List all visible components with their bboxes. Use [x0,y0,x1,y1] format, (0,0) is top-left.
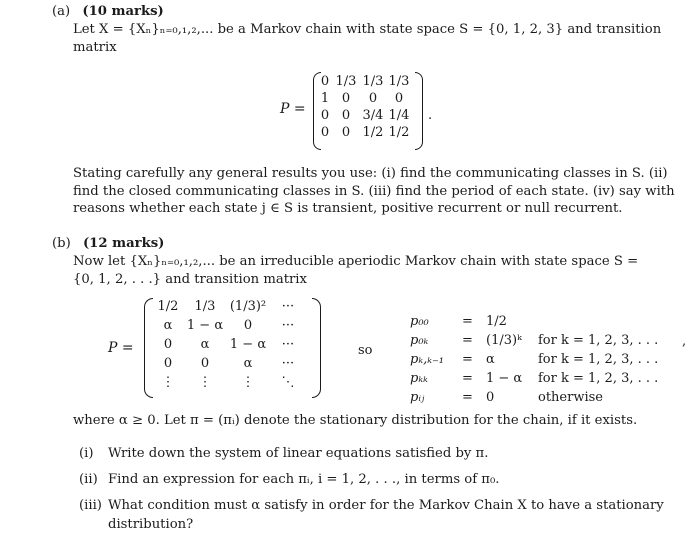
part-a-question-line2: find the closed communicating classes in S. (iii) find the period of each state. (iv) say with [73,183,675,199]
matrix-b-cell: 0 [163,337,173,352]
matrix-b-cell: ⋱ [281,375,295,390]
equation-rhs: (1/3)ᵏ [486,333,522,348]
question-text: What condition must α satisfy in order for the Markov Chain X to have a stationary [108,498,664,513]
matrix-b-cell: 1/2 [157,299,179,314]
matrix-b-cell: 0 [163,356,173,371]
part-a-intro-line2: matrix [73,39,117,55]
matrix-b-cell: α [200,337,210,352]
matrix-a-cell: 1/2 [388,125,410,140]
matrix-b-cell: ··· [281,318,295,333]
equation-condition: for k = 1, 2, 3, . . . [538,352,659,367]
matrix-a-right-paren [415,72,423,150]
question-text: Write down the system of linear equations satisfied by π. [108,446,489,461]
matrix-a [280,70,460,152]
transition-equations [410,314,700,404]
matrix-b-cell: ··· [281,299,295,314]
matrix-a-cell: 1/4 [388,108,410,123]
where-line: where α ≥ 0. Let π = (πᵢ) denote the stationary distribution for the chain, if it exists. [73,413,638,428]
part-b-intro-line1: Now let {Xₙ}ₙ₌₀,₁,₂,... be an irreducible aperiodic Markov chain with state space S = [73,254,639,269]
equation-rhs: 1 − α [486,371,523,386]
matrix-b-cell: 0 [200,356,210,371]
equation-rhs: 1/2 [486,314,507,329]
matrix-b-cell: 1 − α [186,318,224,333]
matrix-b-cell: 0 [243,318,253,333]
part-a [0,0,700,230]
part-a-question-line3: reasons whether each state j ∈ S is transient, positive recurrent or null recurrent. [73,201,623,216]
matrix-a-cell: 1/2 [362,125,384,140]
part-a-question [73,165,683,218]
part-b-intro-line2: {0, 1, 2, . . .} and transition matrix [73,271,307,287]
matrix-b-right-paren [312,298,321,398]
matrix-a-cell: 0 [368,91,378,106]
equation-relation: = [462,352,473,367]
equation-lhs: pᵢⱼ [410,390,425,405]
question-text: distribution? [108,517,194,532]
question-number: (ii) [79,472,98,487]
question-number: (i) [79,446,94,461]
matrix-a-cell: 0 [394,91,404,106]
equation-condition: for k = 1, 2, 3, . . . [538,333,659,348]
equation-rhs: 0 [486,390,495,405]
matrix-a-cell: 0 [341,108,351,123]
part-a-question-line1: Stating carefully any general results you use: (i) find the communicating classes in S. (ii) [73,166,668,181]
equation-condition: otherwise [538,390,603,405]
matrix-a-cell: 1/3 [362,74,384,89]
matrix-a-cell: 0 [320,74,330,89]
matrix-b-cell: ⋮ [198,375,212,390]
part-b-questions [73,446,693,536]
matrix-a-period: . [428,108,433,123]
matrix-a-cell: 0 [341,91,351,106]
equation-relation: = [462,371,473,386]
part-a-label: (a) [52,4,71,19]
equations-comma: , [682,334,687,349]
matrix-a-cell: 1 [320,91,330,106]
matrix-b-cell: ··· [281,337,295,352]
matrix-a-cell: 3/4 [362,108,384,123]
part-b-header [52,235,164,253]
matrix-b-cell: ··· [281,356,295,371]
matrix-b-cell: ⋮ [241,375,255,390]
equation-lhs: pₖ,ₖ₋₁ [410,352,445,367]
matrix-b-cell: 1 − α [229,337,267,352]
part-a-header [52,3,164,21]
part-b-intro [73,253,683,288]
so-label: so [358,343,373,358]
part-a-intro [73,21,673,56]
part-b [0,230,700,538]
equation-relation: = [462,333,473,348]
matrix-a-cell: 1/3 [388,74,410,89]
equation-lhs: pₖₖ [410,371,428,386]
equation-relation: = [462,314,473,329]
question-text: Find an expression for each πᵢ, i = 1, 2, . . ., in terms of π₀. [108,472,500,487]
part-b-marks: (12 marks) [82,236,165,251]
matrix-b-cell: ⋮ [161,375,175,390]
equation-rhs: α [486,352,495,367]
part-b-label: (b) [52,236,71,251]
matrix-b-cell: α [243,356,253,371]
matrix-a-cell: 0 [320,108,330,123]
matrix-a-cell: 0 [341,125,351,140]
matrix-a-cell: 1/3 [335,74,357,89]
equation-lhs: p₀₀ [410,314,429,329]
equation-lhs: p₀ₖ [410,333,429,348]
matrix-b-cell: (1/3)² [229,299,267,314]
matrix-b-cell: α [163,318,173,333]
matrix-b-cell: 1/3 [194,299,216,314]
part-a-marks: (10 marks) [82,4,164,19]
part-a-intro-line1: Let X = {Xₙ}ₙ₌₀,₁,₂,... be a Markov chain with state space S = {0, 1, 2, 3} and transition [73,22,662,37]
equation-condition: for k = 1, 2, 3, . . . [538,371,659,386]
matrix-b [108,297,348,399]
matrix-b-label: P = [108,340,134,356]
question-number: (iii) [79,498,102,513]
equation-relation: = [462,390,473,405]
matrix-a-label: P = [280,101,306,117]
matrix-a-cell: 0 [320,125,330,140]
